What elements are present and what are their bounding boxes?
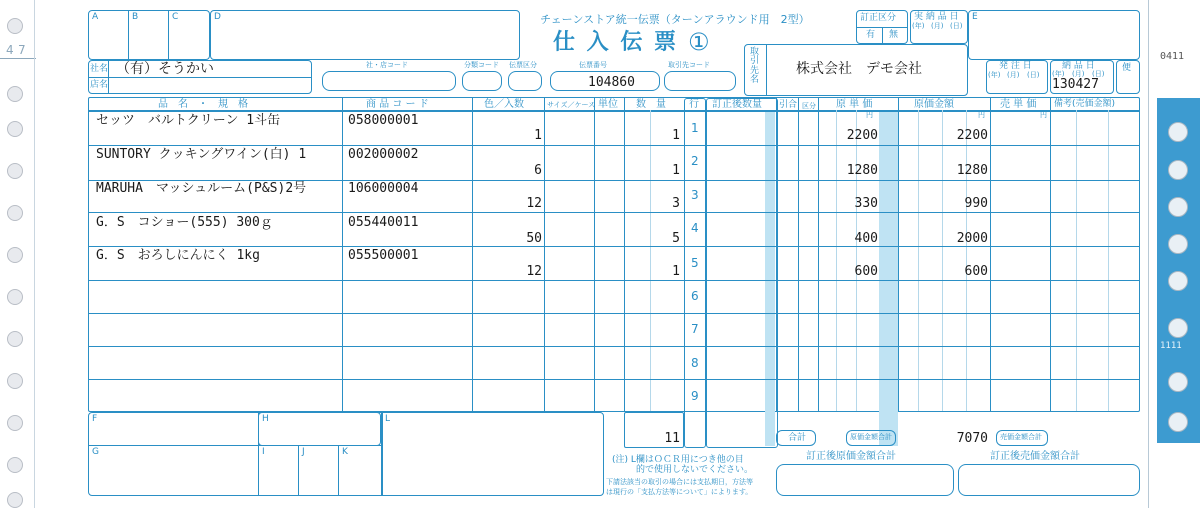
total-label: 合計: [788, 433, 807, 443]
box-d: [210, 10, 520, 60]
divider: [882, 28, 883, 43]
row-number: 6: [691, 289, 699, 303]
feed-hole: [7, 492, 23, 508]
row-number: 9: [691, 389, 699, 403]
box-letter-j: J: [302, 447, 305, 457]
feed-hole: [7, 86, 23, 102]
trade-code-field: [664, 71, 736, 91]
form-number-mark: ①: [688, 28, 710, 56]
date-unit: (日): [1092, 70, 1105, 78]
col-subdivider: [836, 110, 837, 411]
stub-hole: [1168, 234, 1188, 254]
legal-note-line: は現行の「支払方法等について」によります。: [606, 488, 753, 496]
box-letter-c: C: [172, 12, 179, 22]
margin-number: 7: [18, 43, 26, 57]
slip-number-label: 伝票番号: [579, 61, 607, 69]
corrected-sale-total-field: [958, 464, 1140, 496]
col-header-corrected-qty: 訂正後数量: [712, 99, 762, 110]
cost-total-tag-label: 原価金額合計: [850, 433, 892, 441]
item-quantity: 3: [672, 196, 680, 211]
item-cost-price: 2200: [846, 128, 878, 143]
row-divider: [89, 313, 1139, 314]
form-title: 仕 入 伝 票: [553, 30, 678, 55]
item-cost-amount: 1280: [956, 163, 988, 178]
company-name-value: （有）そうかい: [116, 61, 214, 77]
item-code: 106000004: [348, 181, 419, 196]
feed-hole: [7, 373, 23, 389]
row-number: 8: [691, 356, 699, 370]
cost-total-value: 7070: [956, 431, 988, 446]
date-unit: (日): [1027, 71, 1040, 79]
stub-hole: [1168, 271, 1188, 291]
col-header-cost-price: 原 単 価: [836, 99, 873, 110]
divider: [128, 11, 129, 59]
box-abc: [88, 10, 210, 60]
legal-note-line: 下請法該当の取引の場合には支払期日，方法等: [606, 478, 753, 486]
stub-mark: 1111: [1160, 341, 1182, 351]
feed-hole: [7, 457, 23, 473]
col-subdivider: [942, 110, 943, 411]
sale-total-tag-label: 売価金額合計: [1000, 433, 1042, 441]
stub-hole: [1168, 372, 1188, 392]
item-cost-price: 330: [854, 196, 878, 211]
col-subdivider: [650, 110, 651, 411]
col-subdivider: [918, 110, 919, 411]
slip-type-label: 伝票区分: [509, 61, 537, 69]
yen-mark: 円: [866, 111, 873, 119]
divider: [89, 77, 311, 78]
flight-label: 便: [1122, 63, 1132, 73]
col-header-discount-sub: 区分: [802, 102, 816, 110]
item-name: SUNTORY クッキングワイン(白) 1: [96, 147, 307, 162]
col-header-sale-price: 売 単 価: [1000, 99, 1037, 110]
stub-hole: [1168, 122, 1188, 142]
supplier-label: 取引先名: [750, 47, 760, 86]
box-letter-b: B: [132, 12, 139, 22]
item-per-case: 50: [526, 231, 542, 246]
divider: [168, 11, 169, 59]
divider: [381, 413, 383, 495]
item-cost-amount: 990: [964, 196, 988, 211]
col-subdivider: [1076, 110, 1077, 411]
row-divider: [89, 280, 1139, 281]
col-header-discount: 引合: [779, 100, 798, 110]
item-quantity: 1: [672, 128, 680, 143]
box-e: [968, 10, 1140, 60]
box-letter-i: I: [262, 447, 265, 457]
item-per-case: 12: [526, 196, 542, 211]
form-subtitle: チェーンストア統一伝票（ターンアラウンド用 2型）: [540, 13, 810, 26]
col-header-color-qty: 色／入数: [484, 99, 524, 110]
item-cost-price: 400: [854, 231, 878, 246]
item-quantity: 5: [672, 231, 680, 246]
perforation-line: [1148, 0, 1149, 508]
stub-hole: [1168, 412, 1188, 432]
feed-hole: [7, 163, 23, 179]
item-name: G．S おろしにんにく 1kg: [96, 248, 260, 263]
box-h: [258, 412, 381, 446]
col-header-quantity: 数 量: [636, 99, 666, 110]
date-unit: (年): [988, 71, 1001, 79]
date-unit: (月): [1072, 70, 1085, 78]
item-name: セッツ バルトクリーン 1斗缶: [96, 113, 281, 128]
col-subdivider: [966, 110, 967, 411]
item-cost-amount: 2000: [956, 231, 988, 246]
feed-hole: [7, 415, 23, 431]
supplier-value: 株式会社 デモ会社: [796, 61, 922, 77]
row-number: 1: [691, 121, 699, 135]
item-name: G．S コショー(555) 300ｇ: [96, 215, 273, 230]
item-code: 058000001: [348, 113, 419, 128]
col-header-cost-amount: 原価金額: [914, 99, 954, 110]
col-header-code: 商 品 コ ー ド: [366, 99, 429, 110]
store-code-field: [322, 71, 456, 91]
feed-hole: [7, 205, 23, 221]
col-header-remarks: 備考(売価金額): [1054, 99, 1116, 109]
category-code-field: [462, 71, 502, 91]
total-qty-value: 11: [664, 431, 680, 446]
feed-hole: [7, 331, 23, 347]
item-cost-price: 1280: [846, 163, 878, 178]
category-code-label: 分類コード: [464, 61, 499, 69]
perforation-line: [34, 0, 35, 508]
stub-hole: [1168, 318, 1188, 338]
item-quantity: 1: [672, 264, 680, 279]
item-per-case: 6: [534, 163, 542, 178]
col-subdivider: [1108, 110, 1109, 411]
col-header-name: 品 名 ・ 規 格: [158, 99, 248, 110]
row-divider: [89, 346, 1139, 347]
divider: [338, 446, 339, 495]
date-unit: (月): [931, 22, 944, 30]
box-letter-f: F: [92, 414, 98, 424]
store-code-label: 社・店コード: [366, 61, 408, 69]
row-divider: [89, 379, 1139, 380]
store-name-label: 店名: [90, 80, 109, 90]
margin-number: 4: [6, 43, 14, 57]
date-unit: (月): [1007, 71, 1020, 79]
item-cost-price: 600: [854, 264, 878, 279]
correction-no: 無: [889, 30, 899, 40]
company-name-label: 社名: [90, 64, 109, 74]
margin-tick: [0, 58, 36, 59]
corrected-sale-total-label: 訂正後売価金額合計: [990, 451, 1080, 462]
item-cost-amount: 600: [964, 264, 988, 279]
box-letter-l: L: [385, 414, 391, 424]
row-divider: [89, 212, 1139, 213]
box-letter-a: A: [92, 12, 99, 22]
box-letter-d: D: [214, 12, 221, 22]
item-per-case: 12: [526, 264, 542, 279]
trade-code-label: 取引先コード: [668, 61, 710, 69]
col-subdivider: [856, 110, 857, 411]
divider: [766, 45, 767, 95]
correction-yes: 有: [866, 30, 876, 40]
box-letter-k: K: [342, 447, 348, 457]
row-divider: [89, 246, 1139, 247]
slip-type-field: [508, 71, 542, 91]
date-unit: (年): [1052, 70, 1065, 78]
delivery-date-label: 納 品 日: [1062, 61, 1095, 71]
feed-hole: [7, 121, 23, 137]
row-divider: [89, 145, 1139, 146]
date-unit: (年): [912, 22, 925, 30]
item-code: 055440011: [348, 215, 419, 230]
delivery-date-value: 130427: [1052, 77, 1099, 92]
stub-hole: [1168, 160, 1188, 180]
date-unit: (日): [950, 22, 963, 30]
stub-hole: [1168, 197, 1188, 217]
yen-mark: 円: [978, 111, 985, 119]
col-header-size-case: サイズ／ケース: [547, 101, 596, 109]
col-header-unit: 単位: [598, 99, 618, 110]
item-quantity: 1: [672, 163, 680, 178]
row-number: 3: [691, 188, 699, 202]
row-number: 2: [691, 154, 699, 168]
feed-hole: [7, 247, 23, 263]
item-name: MARUHA マッシュルーム(P&S)2号: [96, 181, 307, 196]
item-per-case: 1: [534, 128, 542, 143]
box-letter-g: G: [92, 447, 99, 457]
yen-mark: 円: [1040, 111, 1047, 119]
row-number: 5: [691, 256, 699, 270]
ocr-note-line: (注) L欄はＯＣＲ用につき他の目: [612, 455, 744, 465]
item-cost-amount: 2200: [956, 128, 988, 143]
corrected-cost-total-field: [776, 464, 954, 496]
box-letter-e: E: [972, 12, 978, 22]
item-code: 055500001: [348, 248, 419, 263]
shade-bar: [879, 110, 898, 446]
stub-mark: 0411: [1160, 51, 1185, 62]
feed-hole: [7, 18, 23, 34]
corrected-qty-column: [706, 98, 778, 448]
order-date-label: 発 注 日: [999, 61, 1032, 71]
actual-delivery-label: 実 納 品 日: [914, 12, 959, 22]
slip-number-value: 104860: [588, 75, 635, 90]
correction-label: 訂正区分: [860, 13, 897, 23]
row-number: 4: [691, 221, 699, 235]
divider: [298, 446, 299, 495]
box-letter-h: H: [262, 414, 269, 424]
row-number: 7: [691, 322, 699, 336]
col-header-row: 行: [689, 99, 699, 110]
feed-hole: [7, 289, 23, 305]
corrected-cost-total-label: 訂正後原価金額合計: [806, 451, 896, 462]
ocr-note-line: 的で使用しないでください。: [636, 465, 754, 475]
item-code: 002000002: [348, 147, 419, 162]
